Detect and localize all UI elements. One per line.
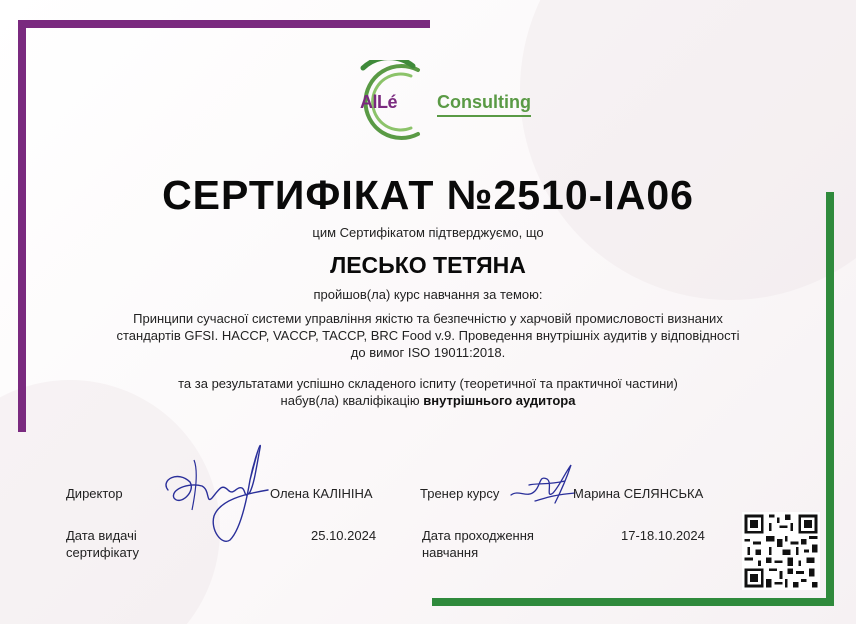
logo-suffix: Consulting: [437, 92, 531, 112]
result-line-2-prefix: набув(ла) кваліфікацію: [280, 393, 424, 408]
logo-underline: [437, 115, 531, 117]
confirm-line: цим Сертифікатом підтверджуємо, що: [312, 225, 544, 240]
qualification: внутрішнього аудитора: [423, 393, 576, 408]
training-date-value: 17-18.10.2024: [621, 528, 705, 543]
issue-date-value: 25.10.2024: [311, 528, 377, 543]
qr-code: [742, 512, 820, 590]
issue-date-label: Дата видачі сертифікату: [66, 528, 139, 560]
training-date-label: Дата проходження навчання: [422, 528, 534, 560]
logo-brand: AlLé: [360, 92, 398, 112]
result-text: [110, 375, 746, 409]
director-name: Олена КАЛІНІНА: [270, 486, 373, 501]
frame-purple-top: [18, 20, 430, 28]
trainer-label: Тренер курсу: [420, 486, 500, 501]
frame-green-bottom: [432, 598, 834, 606]
director-label: Директор: [66, 486, 123, 501]
course-topic: Принципи сучасної системи управління якістю та безпечністю у харчовій промисловості визнаних стандартів GFSI. HACCP, VACCP, TACCP, BRC Food v.9. Проведення внутрішніх аудитів у відповідності до вимог ISO 19011:2018.: [116, 311, 740, 360]
certificate-title: СЕРТИФІКАТ №2510-IA06: [162, 172, 694, 218]
director-signature: [150, 420, 280, 545]
recipient-name: ЛЕСЬКО ТЕТЯНА: [330, 252, 526, 278]
trainer-name: Марина СЕЛЯНСЬКА: [573, 486, 704, 501]
completed-line: пройшов(ла) курс навчання за темою:: [313, 287, 543, 302]
result-line-1: та за результатами успішно складеного іспиту (теоретичної та практичної частини): [178, 376, 678, 391]
